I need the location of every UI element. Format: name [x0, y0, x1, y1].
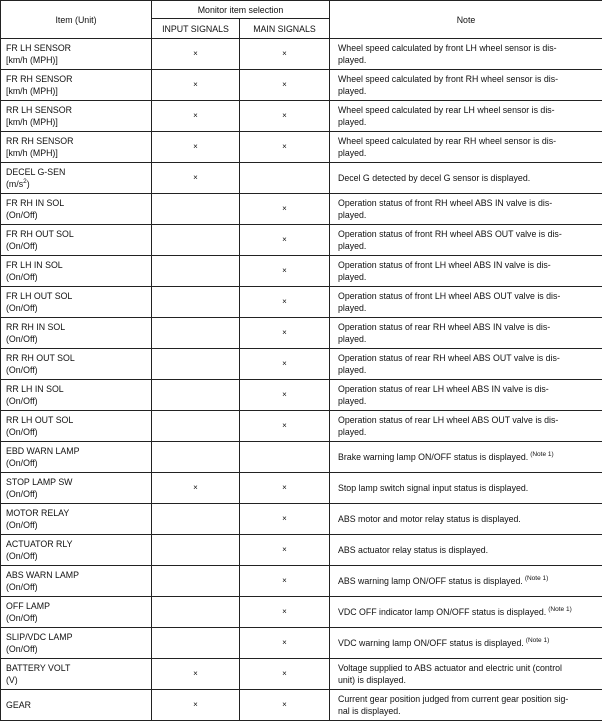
note-line-continued: played.: [338, 303, 367, 313]
item-name: RR RH SENSOR: [6, 136, 74, 146]
main-signal-cell: [240, 132, 330, 163]
note-line-continued: played.: [338, 210, 367, 220]
note-cell: [330, 628, 602, 659]
note-text: Wheel speed calculated by rear RH wheel sensor is dis-: [338, 136, 557, 146]
note-cell: [330, 504, 602, 535]
unit-superscript: 2: [23, 178, 27, 186]
note-line: [338, 228, 598, 240]
main-signal-cell: [240, 225, 330, 256]
table-row: [1, 690, 602, 721]
unit-text: (On/Off): [6, 551, 38, 561]
unit-text: [km/h (MPH)]: [6, 86, 58, 96]
input-signal-cell: [152, 628, 240, 659]
note-cell: [330, 380, 602, 411]
input-signal-cell: [152, 39, 240, 70]
item-cell: [1, 628, 152, 659]
input-signal-cell: [152, 473, 240, 504]
note-cell: [330, 597, 602, 628]
note-line-continued: played.: [338, 241, 367, 251]
cross-mark: ×: [282, 235, 287, 244]
unit-text: (On/Off): [6, 644, 38, 654]
item-name: BATTERY VOLT: [6, 663, 71, 673]
note-line: [338, 575, 598, 587]
note-text: Operation status of rear RH wheel ABS IN valve is dis-: [338, 322, 551, 332]
item-cell: [1, 473, 152, 504]
note-text: Operation status of front RH wheel ABS IN valve is dis-: [338, 198, 553, 208]
main-signal-cell: [240, 473, 330, 504]
header-main-signals: MAIN SIGNALS: [240, 19, 330, 39]
main-signal-cell: [240, 690, 330, 721]
main-signal-cell: [240, 39, 330, 70]
note-text: Operation status of rear LH wheel ABS IN valve is dis-: [338, 384, 549, 394]
main-signal-cell: [240, 411, 330, 442]
table-row: [1, 287, 602, 318]
input-signal-cell: [152, 535, 240, 566]
main-signal-cell: [240, 535, 330, 566]
main-signal-cell: [240, 349, 330, 380]
item-name: ACTUATOR RLY: [6, 539, 73, 549]
note-cell: [330, 132, 602, 163]
cross-mark: ×: [282, 607, 287, 616]
note-line: [338, 606, 598, 618]
table-row: [1, 659, 602, 690]
note-line: [338, 321, 598, 333]
table-row: [1, 39, 602, 70]
item-unit: [6, 85, 147, 97]
table-row: [1, 132, 602, 163]
note-reference: (Note 1): [530, 451, 554, 459]
note-text: Operation status of front LH wheel ABS OUT valve is dis-: [338, 291, 561, 301]
cross-mark: ×: [282, 359, 287, 368]
input-signal-cell: [152, 70, 240, 101]
note-cell: [330, 442, 602, 473]
item-unit: [6, 116, 147, 128]
item-cell: [1, 566, 152, 597]
cross-mark: ×: [282, 80, 287, 89]
note-cell: [330, 411, 602, 442]
note-line: [338, 451, 598, 463]
unit-text: [km/h (MPH)]: [6, 55, 58, 65]
item-cell: [1, 690, 152, 721]
note-line-continued: played.: [338, 148, 367, 158]
note-cell: [330, 256, 602, 287]
table-row: [1, 256, 602, 287]
input-signal-cell: [152, 225, 240, 256]
item-cell: [1, 659, 152, 690]
unit-text: (On/Off): [6, 396, 38, 406]
item-cell: [1, 442, 152, 473]
cross-mark: ×: [282, 700, 287, 709]
cross-mark: ×: [282, 514, 287, 523]
item-name: RR LH SENSOR: [6, 105, 72, 115]
table-row: [1, 535, 602, 566]
note-text: Brake warning lamp ON/OFF status is displayed.: [338, 452, 529, 462]
main-signal-cell: [240, 256, 330, 287]
main-signal-cell: [240, 194, 330, 225]
item-cell: [1, 70, 152, 101]
table-row: [1, 411, 602, 442]
item-cell: [1, 349, 152, 380]
note-line: [338, 544, 598, 556]
unit-text: [km/h (MPH)]: [6, 148, 58, 158]
main-signal-cell: [240, 659, 330, 690]
table-row: [1, 70, 602, 101]
cross-mark: ×: [193, 483, 198, 492]
main-signal-cell: [240, 101, 330, 132]
cross-mark: ×: [282, 669, 287, 678]
item-unit: [6, 519, 147, 531]
table-row: [1, 566, 602, 597]
note-line-continued: unit) is displayed.: [338, 675, 406, 685]
unit-text: (On/Off): [6, 303, 38, 313]
cross-mark: ×: [193, 111, 198, 120]
input-signal-cell: [152, 349, 240, 380]
item-cell: [1, 101, 152, 132]
item-cell: [1, 535, 152, 566]
table-row: [1, 101, 602, 132]
cross-mark: ×: [282, 328, 287, 337]
cross-mark: ×: [282, 49, 287, 58]
note-line-continued: played.: [338, 117, 367, 127]
item-name: FR LH OUT SOL: [6, 291, 73, 301]
item-name: RR RH IN SOL: [6, 322, 66, 332]
cross-mark: ×: [282, 576, 287, 585]
input-signal-cell: [152, 101, 240, 132]
item-unit: [6, 457, 147, 469]
note-text: ABS motor and motor relay status is displayed.: [338, 514, 521, 524]
item-cell: [1, 225, 152, 256]
item-unit: [6, 643, 147, 655]
note-text: Wheel speed calculated by front LH wheel sensor is dis-: [338, 43, 557, 53]
note-line: [338, 482, 598, 494]
note-cell: [330, 659, 602, 690]
unit-text: [km/h (MPH)]: [6, 117, 58, 127]
item-name: RR RH OUT SOL: [6, 353, 75, 363]
note-line: [338, 73, 598, 85]
item-name: GEAR: [6, 700, 31, 710]
input-signal-cell: [152, 411, 240, 442]
note-line: [338, 135, 598, 147]
note-cell: [330, 101, 602, 132]
note-line-continued: played.: [338, 365, 367, 375]
input-signal-cell: [152, 194, 240, 225]
unit-text: (On/Off): [6, 272, 38, 282]
note-text: Operation status of front RH wheel ABS OUT valve is dis-: [338, 229, 562, 239]
item-unit: [6, 302, 147, 314]
note-text: ABS warning lamp ON/OFF status is displayed.: [338, 576, 523, 586]
cross-mark: ×: [282, 111, 287, 120]
cross-mark: ×: [282, 483, 287, 492]
note-reference: (Note 1): [525, 637, 550, 645]
table-row: [1, 380, 602, 411]
unit-text: (On/Off): [6, 458, 38, 468]
item-name: FR RH IN SOL: [6, 198, 65, 208]
note-cell: [330, 39, 602, 70]
note-cell: [330, 163, 602, 194]
note-line: [338, 42, 598, 54]
note-text: Stop lamp switch signal input status is displayed.: [338, 483, 529, 493]
item-unit: [6, 333, 147, 345]
input-signal-cell: [152, 318, 240, 349]
unit-text: (On/Off): [6, 613, 38, 623]
item-name: RR LH IN SOL: [6, 384, 64, 394]
item-cell: [1, 163, 152, 194]
header-input-signals: INPUT SIGNALS: [152, 19, 240, 39]
note-line: [338, 414, 598, 426]
input-signal-cell: [152, 690, 240, 721]
main-signal-cell: [240, 597, 330, 628]
note-line: [338, 693, 598, 705]
note-line-continued: played.: [338, 334, 367, 344]
item-name: RR LH OUT SOL: [6, 415, 74, 425]
note-cell: [330, 318, 602, 349]
note-line: [338, 172, 598, 184]
input-signal-cell: [152, 504, 240, 535]
item-unit: [6, 674, 147, 686]
item-cell: [1, 132, 152, 163]
unit-text: (On/Off): [6, 365, 38, 375]
input-signal-cell: [152, 566, 240, 597]
note-cell: [330, 194, 602, 225]
table-row: [1, 442, 602, 473]
table-row: [1, 597, 602, 628]
cross-mark: ×: [193, 669, 198, 678]
item-unit: [6, 364, 147, 376]
input-signal-cell: [152, 132, 240, 163]
cross-mark: ×: [282, 421, 287, 430]
note-cell: [330, 473, 602, 504]
cross-mark: ×: [193, 173, 198, 182]
note-line-continued: played.: [338, 272, 367, 282]
item-name: EBD WARN LAMP: [6, 446, 80, 456]
item-cell: [1, 39, 152, 70]
note-line-continued: nal is displayed.: [338, 706, 401, 716]
item-cell: [1, 287, 152, 318]
item-unit: [6, 271, 147, 283]
note-line: [338, 259, 598, 271]
note-line: [338, 290, 598, 302]
main-signal-cell: [240, 380, 330, 411]
table-row: [1, 225, 602, 256]
note-text: Wheel speed calculated by front RH wheel sensor is dis-: [338, 74, 559, 84]
item-name: FR RH OUT SOL: [6, 229, 74, 239]
main-signal-cell: [240, 287, 330, 318]
main-signal-cell: [240, 163, 330, 194]
input-signal-cell: [152, 287, 240, 318]
main-signal-cell: [240, 318, 330, 349]
note-text: VDC OFF indicator lamp ON/OFF status is displayed.: [338, 607, 547, 617]
item-cell: [1, 194, 152, 225]
item-unit: [6, 550, 147, 562]
unit-text: (On/Off): [6, 427, 38, 437]
item-unit: [6, 178, 147, 190]
note-line-continued: played.: [338, 396, 367, 406]
cross-mark: ×: [193, 142, 198, 151]
note-text: Current gear position judged from current gear position sig-: [338, 694, 569, 704]
item-cell: [1, 597, 152, 628]
note-line-continued: played.: [338, 427, 367, 437]
item-cell: [1, 256, 152, 287]
cross-mark: ×: [193, 700, 198, 709]
main-signal-cell: [240, 70, 330, 101]
note-line-continued: played.: [338, 55, 367, 65]
note-text: Operation status of front LH wheel ABS IN valve is dis-: [338, 260, 551, 270]
note-line: [338, 197, 598, 209]
item-name: ABS WARN LAMP: [6, 570, 79, 580]
unit-text: (On/Off): [6, 582, 38, 592]
note-line: [338, 352, 598, 364]
cross-mark: ×: [282, 638, 287, 647]
header-monitor-selection: Monitor item selection: [152, 1, 330, 19]
item-cell: [1, 380, 152, 411]
note-text: Operation status of rear RH wheel ABS OUT valve is dis-: [338, 353, 560, 363]
note-line: [338, 662, 598, 674]
table-row: [1, 318, 602, 349]
item-unit: [6, 147, 147, 159]
note-text: Voltage supplied to ABS actuator and electric unit (control: [338, 663, 562, 673]
note-text: Wheel speed calculated by rear LH wheel sensor is dis-: [338, 105, 555, 115]
note-line: [338, 513, 598, 525]
item-name: FR LH SENSOR: [6, 43, 72, 53]
table-row: [1, 349, 602, 380]
item-cell: [1, 318, 152, 349]
table-row: [1, 504, 602, 535]
cross-mark: ×: [282, 297, 287, 306]
note-cell: [330, 566, 602, 597]
note-cell: [330, 535, 602, 566]
unit-text: (V): [6, 675, 18, 685]
header-note: Note: [330, 1, 602, 39]
item-unit: [6, 240, 147, 252]
table-row: [1, 473, 602, 504]
unit-text: (m/s: [6, 179, 24, 189]
unit-text: (On/Off): [6, 520, 38, 530]
table-body: [1, 39, 602, 721]
note-text: Operation status of rear LH wheel ABS OUT valve is dis-: [338, 415, 559, 425]
cross-mark: ×: [193, 80, 198, 89]
note-text: ABS actuator relay status is displayed.: [338, 545, 489, 555]
note-line-continued: played.: [338, 86, 367, 96]
item-unit: [6, 395, 147, 407]
item-name: FR RH SENSOR: [6, 74, 73, 84]
cross-mark: ×: [282, 204, 287, 213]
table-row: [1, 194, 602, 225]
main-signal-cell: [240, 504, 330, 535]
item-unit: [6, 209, 147, 221]
table-row: [1, 163, 602, 194]
item-name: DECEL G-SEN: [6, 167, 66, 177]
item-name: STOP LAMP SW: [6, 477, 73, 487]
note-cell: [330, 225, 602, 256]
note-cell: [330, 349, 602, 380]
unit-text: (On/Off): [6, 241, 38, 251]
note-reference: (Note 1): [548, 606, 572, 614]
input-signal-cell: [152, 163, 240, 194]
note-line: [338, 383, 598, 395]
input-signal-cell: [152, 442, 240, 473]
header-item-unit: Item (Unit): [1, 1, 152, 39]
note-cell: [330, 287, 602, 318]
cross-mark: ×: [193, 49, 198, 58]
input-signal-cell: [152, 659, 240, 690]
cross-mark: ×: [282, 266, 287, 275]
note-text: Decel G detected by decel G sensor is displayed.: [338, 173, 531, 183]
item-unit: [6, 426, 147, 438]
note-cell: [330, 70, 602, 101]
note-cell: [330, 690, 602, 721]
note-line: [338, 104, 598, 116]
unit-text: (On/Off): [6, 489, 38, 499]
item-name: FR LH IN SOL: [6, 260, 63, 270]
note-reference: (Note 1): [524, 575, 549, 583]
cross-mark: ×: [282, 390, 287, 399]
unit-end: ): [26, 179, 30, 189]
main-signal-cell: [240, 566, 330, 597]
item-name: SLIP/VDC LAMP: [6, 632, 73, 642]
input-signal-cell: [152, 256, 240, 287]
input-signal-cell: [152, 380, 240, 411]
main-signal-cell: [240, 628, 330, 659]
table-row: [1, 628, 602, 659]
item-name: OFF LAMP: [6, 601, 50, 611]
input-signal-cell: [152, 597, 240, 628]
item-cell: [1, 504, 152, 535]
cross-mark: ×: [282, 545, 287, 554]
unit-text: (On/Off): [6, 334, 38, 344]
note-text: VDC warning lamp ON/OFF status is displayed.: [338, 638, 524, 648]
unit-text: (On/Off): [6, 210, 38, 220]
item-unit: [6, 581, 147, 593]
item-unit: [6, 54, 147, 66]
main-signal-cell: [240, 442, 330, 473]
cross-mark: ×: [282, 142, 287, 151]
item-unit: [6, 612, 147, 624]
item-cell: [1, 411, 152, 442]
item-unit: [6, 488, 147, 500]
item-name: MOTOR RELAY: [6, 508, 70, 518]
note-line: [338, 637, 598, 649]
